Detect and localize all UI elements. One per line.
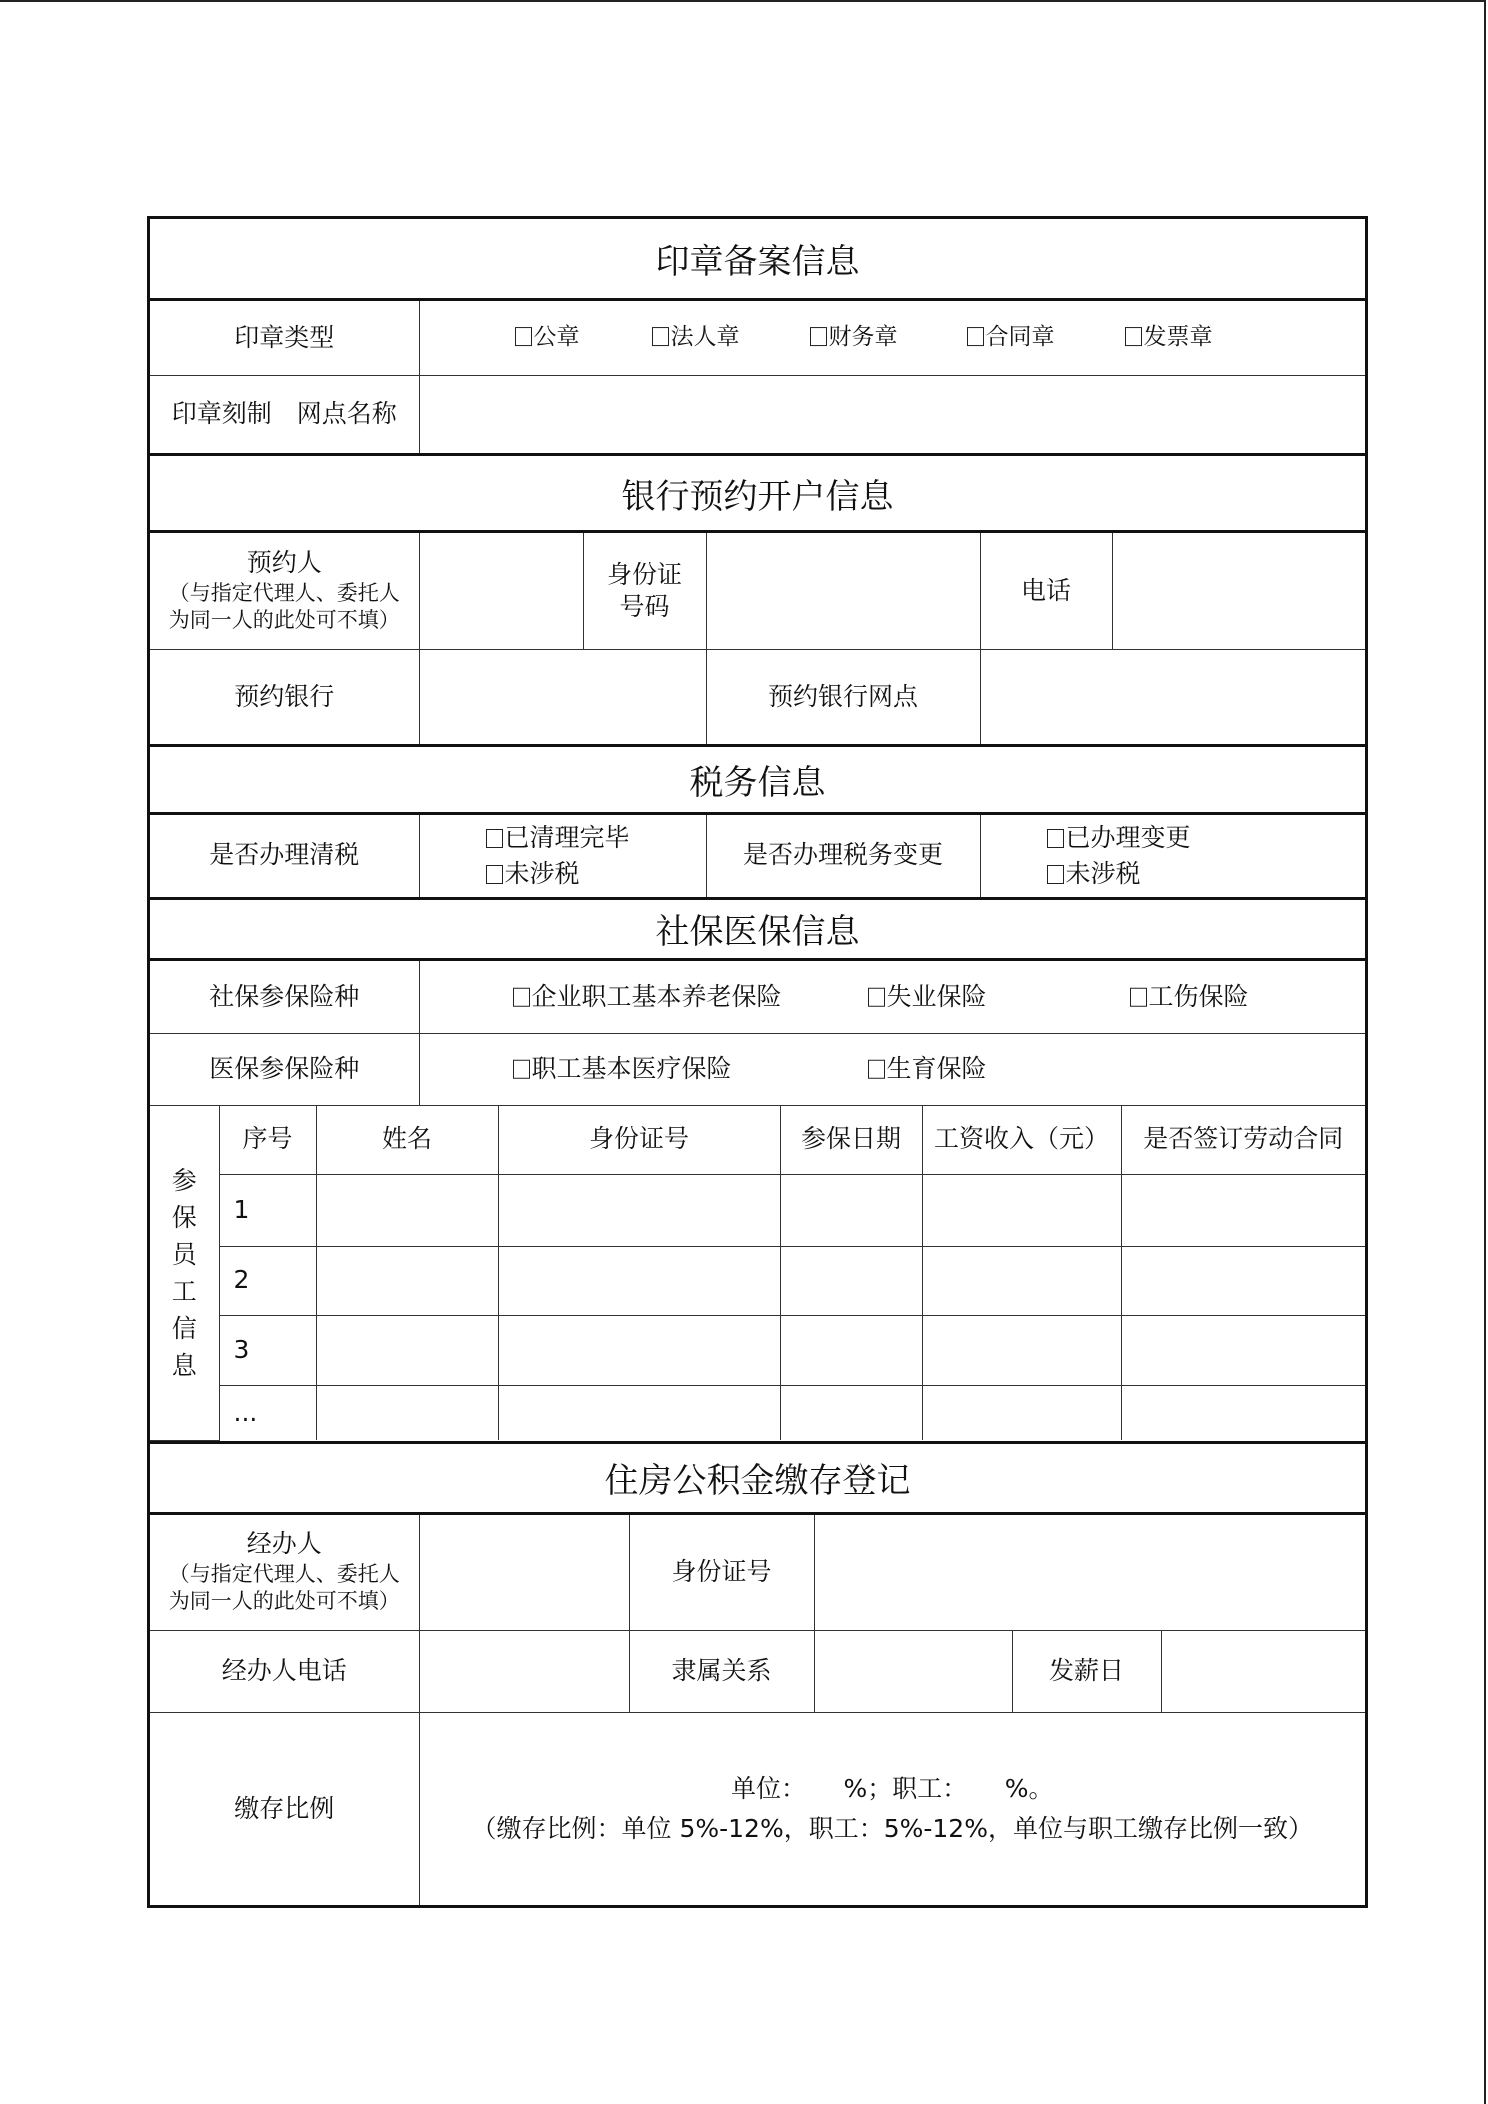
checkbox-maternity[interactable]: 生育保险 [868, 1053, 987, 1086]
checkbox-icon [486, 829, 503, 848]
phone-field[interactable] [1112, 533, 1365, 649]
bank-table-2 [150, 649, 1365, 744]
column-header-index: 序号 [219, 1105, 316, 1174]
id-number-label: 身份证 号码 [583, 533, 706, 649]
date-cell[interactable] [780, 1385, 922, 1440]
date-cell[interactable] [780, 1174, 922, 1246]
date-cell[interactable] [780, 1315, 922, 1385]
ratio-field[interactable]: 单位： %；职工： %。 （缴存比例：单位 5%-12%，职工：5%-12%，单位与职工缴存比例一致） [419, 1713, 1365, 1905]
id-cell[interactable] [498, 1246, 780, 1315]
appointee-field[interactable] [419, 533, 583, 649]
social-insurance-label: 社保参保险种 [150, 961, 419, 1034]
section-title-tax: 税务信息 [150, 744, 1365, 815]
salary-cell[interactable] [922, 1315, 1121, 1385]
housing-table-2 [150, 1630, 1365, 1713]
column-header-contract: 是否签订劳动合同 [1121, 1105, 1365, 1174]
name-cell[interactable] [316, 1385, 498, 1440]
name-cell[interactable] [316, 1246, 498, 1315]
checkbox-unemployment[interactable]: 失业保险 [868, 981, 987, 1014]
section-title-insurance: 社保医保信息 [150, 897, 1365, 961]
checkbox-contract-seal[interactable]: 合同章 [967, 323, 1055, 353]
id-number-field[interactable] [706, 533, 980, 649]
ratio-label: 缴存比例 [150, 1713, 419, 1905]
staff-table [150, 1105, 1365, 1441]
bank-label: 预约银行 [150, 650, 419, 744]
table-row: ... [150, 1385, 1365, 1440]
checkbox-finance-seal[interactable]: 财务章 [810, 323, 898, 353]
registration-form [147, 216, 1368, 1908]
tax-change-label: 是否办理税务变更 [706, 815, 980, 897]
payday-label: 发薪日 [1012, 1630, 1161, 1712]
date-cell[interactable] [780, 1246, 922, 1315]
checkbox-invoice-seal[interactable]: 发票章 [1125, 323, 1213, 353]
tax-clear-options [419, 815, 706, 897]
checkbox-medical[interactable]: 职工基本医疗保险 [513, 1053, 732, 1086]
contract-cell[interactable] [1121, 1385, 1365, 1440]
engrave-branch-field[interactable] [419, 375, 1365, 453]
handler-phone-label: 经办人电话 [150, 1630, 419, 1712]
bank-table [150, 533, 1365, 649]
phone-label: 电话 [980, 533, 1112, 649]
table-row: 1 [150, 1174, 1365, 1246]
handler-id-field[interactable] [814, 1515, 1365, 1630]
checkbox-icon [652, 327, 669, 346]
checkbox-icon [1130, 988, 1147, 1007]
column-header-salary: 工资收入（元） [922, 1105, 1121, 1174]
bank-branch-label: 预约银行网点 [706, 650, 980, 744]
handler-id-label: 身份证号 [629, 1515, 814, 1630]
checkbox-icon [810, 327, 827, 346]
checkbox-icon [1047, 865, 1064, 884]
checkbox-icon [868, 988, 885, 1007]
tax-change-options [980, 815, 1365, 897]
staff-info-label: 参 保 员 工 信 息 [150, 1105, 219, 1440]
payday-field[interactable] [1161, 1630, 1365, 1712]
checkbox-icon [1125, 327, 1142, 346]
section-title-housing: 住房公积金缴存登记 [150, 1441, 1365, 1515]
medical-insurance-options [419, 1034, 1365, 1105]
checkbox-icon [967, 327, 984, 346]
seal-type-label: 印章类型 [150, 301, 419, 375]
checkbox-icon [486, 865, 503, 884]
bank-branch-field[interactable] [980, 650, 1365, 744]
column-header-date: 参保日期 [780, 1105, 922, 1174]
id-cell[interactable] [498, 1315, 780, 1385]
affiliation-label: 隶属关系 [629, 1630, 814, 1712]
affiliation-field[interactable] [814, 1630, 1012, 1712]
salary-cell[interactable] [922, 1246, 1121, 1315]
section-title-bank: 银行预约开户信息 [150, 453, 1365, 533]
name-cell[interactable] [316, 1315, 498, 1385]
checkbox-icon [513, 988, 530, 1007]
bank-field[interactable] [419, 650, 706, 744]
tax-table [150, 815, 1365, 897]
checkbox-pension[interactable]: 企业职工基本养老保险 [513, 981, 782, 1014]
checkbox-icon [513, 1060, 530, 1079]
salary-cell[interactable] [922, 1174, 1121, 1246]
housing-table-3 [150, 1712, 1365, 1905]
checkbox-icon [515, 327, 532, 346]
checkbox-no-tax[interactable]: 未涉税 [486, 856, 706, 892]
medical-insurance-label: 医保参保险种 [150, 1034, 419, 1105]
checkbox-cleared[interactable]: 已清理完毕 [486, 820, 706, 856]
column-header-id: 身份证号 [498, 1105, 780, 1174]
salary-cell[interactable] [922, 1385, 1121, 1440]
name-cell[interactable] [316, 1174, 498, 1246]
checkbox-no-tax-change[interactable]: 未涉税 [1047, 856, 1366, 892]
checkbox-changed[interactable]: 已办理变更 [1047, 820, 1366, 856]
checkbox-legal-seal[interactable]: 法人章 [652, 323, 740, 353]
column-header-name: 姓名 [316, 1105, 498, 1174]
tax-clear-label: 是否办理清税 [150, 815, 419, 897]
checkbox-work-injury[interactable]: 工伤保险 [1130, 981, 1249, 1014]
table-row: 2 [150, 1246, 1365, 1315]
checkbox-icon [868, 1060, 885, 1079]
housing-table [150, 1515, 1365, 1630]
engrave-branch-label: 印章刻制 网点名称 [150, 375, 419, 453]
handler-phone-field[interactable] [419, 1630, 629, 1712]
contract-cell[interactable] [1121, 1174, 1365, 1246]
id-cell[interactable] [498, 1174, 780, 1246]
id-cell[interactable] [498, 1385, 780, 1440]
social-insurance-options [419, 961, 1365, 1034]
contract-cell[interactable] [1121, 1315, 1365, 1385]
insurance-type-table [150, 961, 1365, 1105]
checkbox-official-seal[interactable]: 公章 [515, 323, 580, 353]
contract-cell[interactable] [1121, 1246, 1365, 1315]
seal-table [150, 301, 1365, 453]
handler-field[interactable] [419, 1515, 629, 1630]
appointee-label-cell: 预约人 （与指定代理人、委托人 为同一人的此处可不填） [150, 533, 419, 649]
section-title-seal: 印章备案信息 [150, 219, 1365, 301]
checkbox-icon [1047, 829, 1064, 848]
table-row: 3 [150, 1315, 1365, 1385]
seal-type-options [419, 301, 1365, 375]
handler-label-cell: 经办人 （与指定代理人、委托人 为同一人的此处可不填） [150, 1515, 419, 1630]
